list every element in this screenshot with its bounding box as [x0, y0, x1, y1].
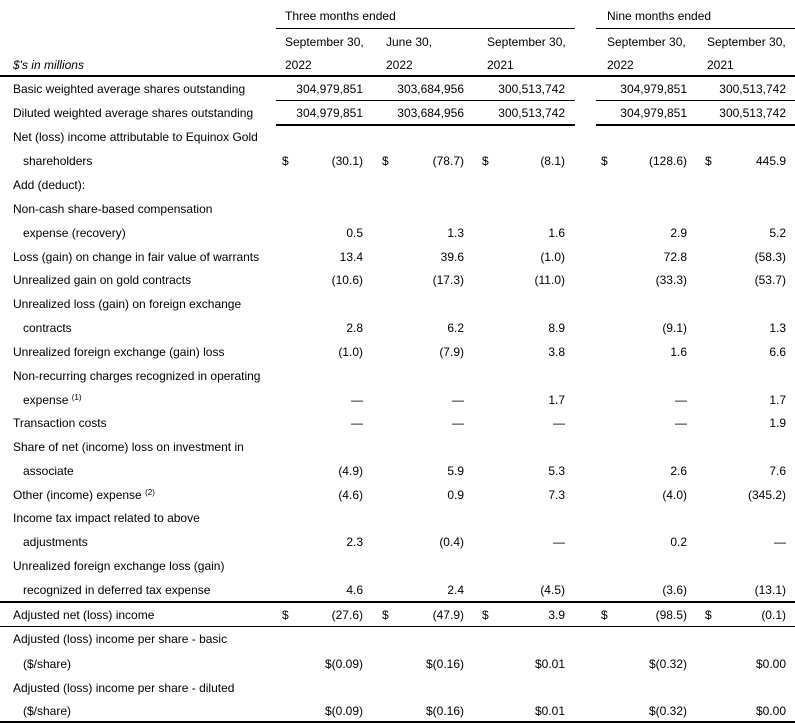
- row-label: Unrealized foreign exchange (gain) loss: [13, 345, 225, 359]
- dollar-sign: $: [705, 154, 712, 168]
- column-header-year: 2022: [285, 58, 312, 72]
- value-cell: 5.2: [769, 226, 786, 240]
- value-cell: 8.9: [548, 321, 565, 335]
- row-label: Unrealized gain on gold contracts: [13, 273, 192, 287]
- value-cell: 39.6: [440, 250, 464, 264]
- value-cell: 5.9: [447, 464, 464, 478]
- value-cell: (53.7): [754, 273, 786, 287]
- value-cell: 304,979,851: [620, 106, 687, 120]
- value-cell: $0.01: [534, 704, 565, 718]
- row-label: Adjusted (loss) income per share - basic: [13, 632, 228, 646]
- dollar-sign: $: [601, 608, 608, 622]
- row-label: adjustments: [23, 535, 88, 549]
- row-label: Share of net (income) loss on investment in: [13, 440, 244, 454]
- value-cell: $0.00: [755, 657, 786, 671]
- value-cell: 3.9: [548, 608, 565, 622]
- row-label: Diluted weighted average shares outstanding: [13, 106, 254, 120]
- value-cell: 304,979,851: [620, 82, 687, 96]
- dollar-sign: $: [705, 608, 712, 622]
- value-cell: 0.9: [447, 488, 464, 502]
- row-label: expense $^{(1)}$: [23, 393, 82, 407]
- value-cell: —: [675, 416, 687, 430]
- value-cell: 6.2: [447, 321, 464, 335]
- value-cell: 300,513,742: [498, 82, 565, 96]
- row-label: associate: [23, 464, 74, 478]
- value-cell: 304,979,851: [296, 82, 363, 96]
- value-cell: 2.6: [670, 464, 687, 478]
- dollar-sign: $: [382, 608, 389, 622]
- value-cell: $0.00: [755, 704, 786, 718]
- row-label: ($/share): [23, 704, 72, 718]
- column-header-date: June 30,: [386, 35, 433, 49]
- column-header-year: 2021: [487, 58, 514, 72]
- value-cell: 7.3: [548, 488, 565, 502]
- footnote-marker: (1): [71, 393, 82, 402]
- divider: [276, 100, 575, 101]
- value-cell: 72.8: [663, 250, 687, 264]
- divider: [0, 626, 795, 627]
- value-cell: (78.7): [432, 154, 464, 168]
- value-cell: —: [452, 393, 464, 407]
- row-label: Non-recurring charges recognized in operating: [13, 369, 261, 383]
- value-cell: (345.2): [747, 488, 786, 502]
- row-label: shareholders: [23, 154, 93, 168]
- row-label: Non-cash share-based compensation: [13, 202, 213, 216]
- value-cell: (1.0): [338, 345, 363, 359]
- value-cell: (47.9): [432, 608, 464, 622]
- row-label: recognized in deferred tax expense: [23, 583, 211, 597]
- value-cell: —: [675, 393, 687, 407]
- value-cell: (1.0): [540, 250, 565, 264]
- value-cell: 1.7: [548, 393, 565, 407]
- value-cell: 1.6: [548, 226, 565, 240]
- value-cell: 7.6: [769, 464, 786, 478]
- column-header-date: September 30,: [285, 35, 364, 49]
- value-cell: 300,513,742: [719, 82, 786, 96]
- value-cell: $(0.09): [324, 657, 363, 671]
- dollar-sign: $: [382, 154, 389, 168]
- row-label: Income tax impact related to above: [13, 511, 200, 525]
- value-cell: (0.1): [761, 608, 786, 622]
- value-cell: (4.9): [338, 464, 363, 478]
- value-cell: 2.8: [346, 321, 363, 335]
- divider: [0, 75, 795, 77]
- value-cell: $(0.16): [425, 657, 464, 671]
- value-cell: 3.8: [548, 345, 565, 359]
- row-label: Unrealized loss (gain) on foreign exchange: [13, 297, 242, 311]
- value-cell: 303,684,956: [397, 82, 464, 96]
- value-cell: (11.0): [534, 273, 565, 287]
- row-label: Other (income) expense $^{(2)}$: [13, 488, 155, 502]
- row-label: contracts: [23, 321, 72, 335]
- row-label: Unrealized foreign exchange loss (gain): [13, 559, 225, 573]
- value-cell: $(0.32): [648, 657, 687, 671]
- row-label: Transaction costs: [13, 416, 107, 430]
- row-label: Adjusted (loss) income per share - diluted: [13, 681, 235, 695]
- value-cell: $(0.32): [648, 704, 687, 718]
- divider: [596, 100, 795, 101]
- column-header-year: 2022: [607, 58, 634, 72]
- value-cell: —: [553, 416, 565, 430]
- value-cell: 2.4: [447, 583, 464, 597]
- value-cell: 1.3: [769, 321, 786, 335]
- dollar-sign: $: [601, 154, 608, 168]
- value-cell: (4.0): [662, 488, 687, 502]
- divider: [596, 28, 795, 29]
- value-cell: 1.6: [670, 345, 687, 359]
- value-cell: (7.9): [439, 345, 464, 359]
- value-cell: —: [351, 393, 363, 407]
- value-cell: (9.1): [662, 321, 687, 335]
- column-header-date: September 30,: [607, 35, 686, 49]
- value-cell: 1.7: [769, 393, 786, 407]
- column-header-year: 2021: [707, 58, 734, 72]
- column-header-year: 2022: [386, 58, 413, 72]
- value-cell: (17.3): [432, 273, 464, 287]
- value-cell: (0.4): [439, 535, 464, 549]
- value-cell: 5.3: [548, 464, 565, 478]
- footnote-marker: (2): [145, 488, 155, 497]
- value-cell: 445.9: [755, 154, 786, 168]
- value-cell: (4.5): [540, 583, 565, 597]
- row-label: Loss (gain) on change in fair value of warrants: [13, 250, 260, 264]
- value-cell: —: [553, 535, 565, 549]
- row-label: ($/share): [23, 657, 72, 671]
- value-cell: (4.6): [338, 488, 363, 502]
- value-cell: 0.2: [670, 535, 687, 549]
- value-cell: (13.1): [754, 583, 786, 597]
- row-label: Basic weighted average shares outstanding: [13, 82, 246, 96]
- row-label: Adjusted net (loss) income: [13, 608, 155, 622]
- row-label: Net (loss) income attributable to Equinox Gold: [13, 130, 258, 144]
- value-cell: (128.6): [648, 154, 687, 168]
- value-cell: (3.6): [662, 583, 687, 597]
- divider: [0, 601, 795, 603]
- value-cell: 1.9: [769, 416, 786, 430]
- value-cell: 13.4: [339, 250, 363, 264]
- value-cell: (10.6): [331, 273, 363, 287]
- dollar-sign: $: [482, 608, 489, 622]
- column-header-date: September 30,: [707, 35, 786, 49]
- column-header-date: September 30,: [487, 35, 566, 49]
- value-cell: 300,513,742: [719, 106, 786, 120]
- nine-months-header: Nine months ended: [607, 9, 712, 23]
- value-cell: 303,684,956: [397, 106, 464, 120]
- value-cell: $(0.16): [425, 704, 464, 718]
- value-cell: $(0.09): [324, 704, 363, 718]
- value-cell: 2.3: [346, 535, 363, 549]
- row-label: expense (recovery): [23, 226, 126, 240]
- dollar-sign: $: [482, 154, 489, 168]
- value-cell: 6.6: [769, 345, 786, 359]
- value-cell: —: [452, 416, 464, 430]
- value-cell: —: [774, 535, 786, 549]
- value-cell: (27.6): [331, 608, 363, 622]
- value-cell: 4.6: [346, 583, 363, 597]
- value-cell: —: [351, 416, 363, 430]
- divider: [276, 28, 575, 29]
- dollar-sign: $: [282, 154, 289, 168]
- row-label: Add (deduct):: [13, 178, 86, 192]
- dollar-sign: $: [282, 608, 289, 622]
- value-cell: $0.01: [534, 657, 565, 671]
- value-cell: (8.1): [540, 154, 565, 168]
- divider: [276, 124, 575, 126]
- value-cell: (58.3): [754, 250, 786, 264]
- value-cell: 1.3: [447, 226, 464, 240]
- value-cell: 300,513,742: [498, 106, 565, 120]
- divider: [596, 124, 795, 126]
- value-cell: 0.5: [346, 226, 363, 240]
- three-months-header: Three months ended: [285, 9, 396, 23]
- value-cell: (98.5): [655, 608, 687, 622]
- units-label: $'s in millions: [13, 58, 84, 72]
- value-cell: (33.3): [655, 273, 687, 287]
- value-cell: 304,979,851: [296, 106, 363, 120]
- value-cell: (30.1): [331, 154, 363, 168]
- value-cell: 2.9: [670, 226, 687, 240]
